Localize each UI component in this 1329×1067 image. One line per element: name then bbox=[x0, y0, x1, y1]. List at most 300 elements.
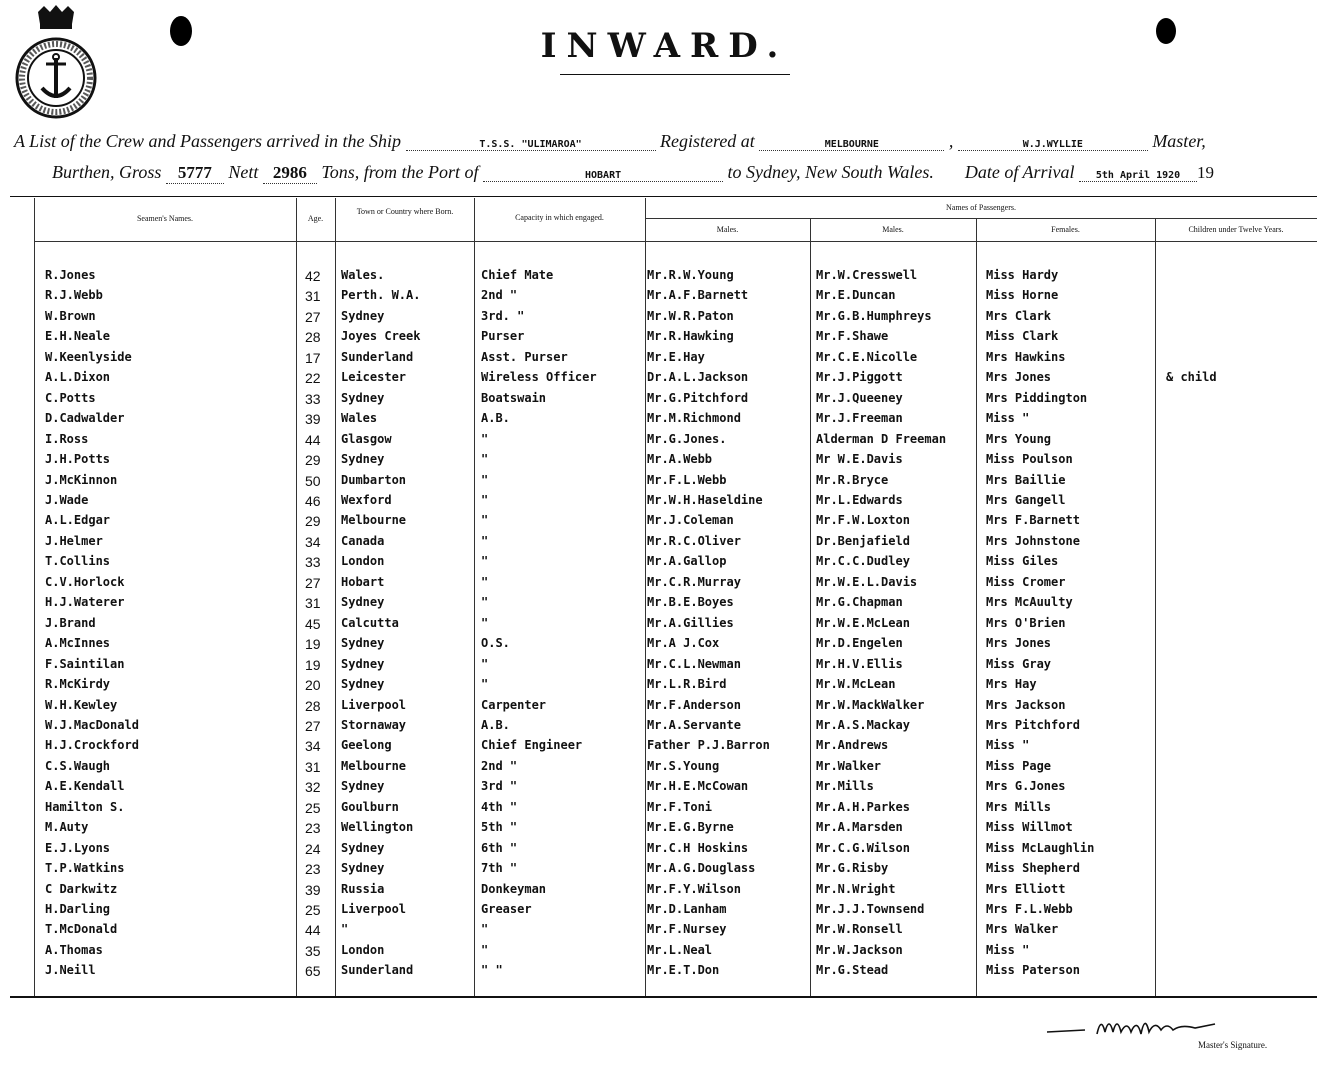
seaman-age: 33 bbox=[305, 554, 321, 571]
passenger-male: Mr.G.Pitchford bbox=[647, 390, 749, 405]
passenger-female: Mrs Johnstone bbox=[986, 533, 1080, 548]
table-row bbox=[0, 350, 1329, 370]
seaman-capacity: " bbox=[481, 574, 489, 589]
seaman-capacity: " bbox=[481, 452, 489, 466]
seaman-age: 25 bbox=[305, 799, 321, 816]
table-row bbox=[0, 820, 1329, 840]
passenger-female: Mrs Mills bbox=[986, 799, 1052, 814]
passenger-male: Mr.G.Jones. bbox=[647, 431, 727, 446]
seaman-capacity: " bbox=[481, 922, 489, 937]
passenger-male: Mr.W.Jackson bbox=[816, 942, 903, 957]
table-row bbox=[0, 922, 1329, 942]
seaman-capacity: Donkeyman bbox=[481, 881, 547, 896]
seaman-birthplace: Melbourne bbox=[341, 758, 407, 773]
passenger-male: Mr.A.F.Barnett bbox=[647, 288, 749, 303]
passenger-male: Mr.E.G.Byrne bbox=[647, 820, 734, 835]
passenger-male: Mr.G.Risby bbox=[816, 861, 889, 875]
seaman-age: 22 bbox=[305, 370, 321, 387]
tons-label: Tons, from the Port of bbox=[321, 162, 479, 182]
seaman-capacity: A.B. bbox=[481, 411, 510, 426]
seaman-name: J.McKinnon bbox=[45, 472, 118, 487]
passenger-female: Miss " bbox=[986, 738, 1030, 753]
passenger-male: Mr.B.E.Boyes bbox=[647, 595, 734, 610]
passenger-male: Alderman D Freeman bbox=[816, 431, 947, 446]
seaman-capacity: " bbox=[481, 677, 489, 691]
table-row bbox=[0, 677, 1329, 697]
table-row bbox=[0, 534, 1329, 554]
seaman-birthplace: Sydney bbox=[341, 390, 385, 405]
passenger-male: Mr.W.MackWalker bbox=[816, 697, 925, 712]
seaman-name: J.Wade bbox=[45, 492, 89, 507]
seaman-birthplace: Goulburn bbox=[341, 799, 399, 814]
gross-field: 5777 bbox=[166, 163, 224, 184]
seaman-name: W.J.MacDonald bbox=[45, 717, 139, 732]
seaman-name: E.J.Lyons bbox=[45, 840, 111, 855]
table-row bbox=[0, 636, 1329, 656]
seaman-age: 29 bbox=[305, 452, 321, 468]
seaman-birthplace: Calcutta bbox=[341, 615, 399, 630]
seaman-name: H.Darling bbox=[45, 901, 111, 916]
passenger-female: Miss Cromer bbox=[986, 574, 1066, 589]
seaman-age: 23 bbox=[305, 820, 321, 837]
passenger-female: Miss Page bbox=[986, 758, 1052, 773]
seaman-birthplace: Perth. W.A. bbox=[341, 288, 421, 303]
seaman-name: M.Auty bbox=[45, 820, 89, 835]
seaman-name: W.Keenlyside bbox=[45, 349, 132, 364]
seaman-name: A.E.Kendall bbox=[45, 779, 125, 794]
passenger-female: Miss Poulson bbox=[986, 452, 1073, 466]
seaman-birthplace: Melbourne bbox=[341, 513, 407, 528]
passenger-male: Mr.A.Gillies bbox=[647, 615, 734, 630]
passenger-male: Mr.D.Lanham bbox=[647, 901, 727, 916]
passenger-male: Mr.E.Duncan bbox=[816, 288, 896, 303]
seaman-name: C.V.Horlock bbox=[45, 574, 125, 589]
passengers-header-rule bbox=[645, 218, 1317, 219]
seaman-name: H.J.Waterer bbox=[45, 595, 125, 610]
seaman-name: F.Saintilan bbox=[45, 656, 125, 671]
table-row bbox=[0, 391, 1329, 411]
header-capacity: Capacity in which engaged. bbox=[515, 213, 604, 222]
passenger-male: Mr W.E.Davis bbox=[816, 452, 903, 466]
passenger-male: Father P.J.Barron bbox=[647, 738, 770, 753]
passenger-male: Mr.G.Stead bbox=[816, 963, 889, 978]
table-row bbox=[0, 575, 1329, 595]
table-row bbox=[0, 513, 1329, 533]
header-children: Children under Twelve Years. bbox=[1188, 225, 1284, 234]
table-row bbox=[0, 759, 1329, 779]
seaman-capacity: " bbox=[481, 472, 489, 487]
seaman-name: T.Collins bbox=[45, 554, 111, 569]
passenger-male: Mr.L.Edwards bbox=[816, 492, 903, 507]
seaman-age: 31 bbox=[305, 288, 321, 305]
seaman-capacity: Chief Engineer bbox=[481, 738, 583, 753]
seaman-age: 24 bbox=[305, 840, 321, 857]
ship-name-field: T.S.S. "ULIMAROA" bbox=[406, 139, 656, 151]
seaman-capacity: 7th " bbox=[481, 861, 518, 875]
seaman-birthplace: Leicester bbox=[341, 370, 407, 385]
passenger-male: Mr.W.Ronsell bbox=[816, 922, 903, 937]
seaman-age: 32 bbox=[305, 779, 321, 796]
seaman-age: 34 bbox=[305, 533, 321, 550]
passenger-male: Mr.J.J.Townsend bbox=[816, 901, 925, 916]
passenger-female: Miss Gray bbox=[986, 656, 1052, 671]
seaman-age: 42 bbox=[305, 268, 321, 284]
passenger-male: Mr.M.Richmond bbox=[647, 411, 741, 426]
date-label: Date of Arrival bbox=[964, 162, 1075, 182]
seaman-capacity: " bbox=[481, 554, 489, 569]
passenger-female: Mrs F.Barnett bbox=[986, 513, 1080, 528]
passenger-female: Mrs McAuulty bbox=[986, 595, 1073, 610]
seaman-birthplace: Hobart bbox=[341, 574, 385, 589]
passenger-female: Mrs O'Brien bbox=[986, 615, 1066, 630]
seaman-birthplace: Russia bbox=[341, 881, 385, 896]
header-males-1: Males. bbox=[716, 225, 739, 234]
passenger-female: Mrs Young bbox=[986, 431, 1052, 446]
header-males-2: Males. bbox=[882, 225, 904, 234]
seaman-age: 46 bbox=[305, 492, 321, 509]
passenger-male: Mr.C.C.Dudley bbox=[816, 554, 910, 569]
passenger-male: Mr.C.L.Newman bbox=[647, 656, 741, 671]
seaman-birthplace: Sydney bbox=[341, 636, 385, 651]
table-bottom-rule bbox=[10, 996, 1317, 998]
to-label: to Sydney, New South Wales. bbox=[727, 162, 934, 182]
passenger-male: Mr.J.Freeman bbox=[816, 411, 903, 426]
seaman-capacity: 2nd " bbox=[481, 758, 518, 773]
seaman-age: 39 bbox=[305, 411, 321, 428]
seaman-birthplace: Sydney bbox=[341, 656, 385, 671]
passenger-male: Mr.F.Y.Wilson bbox=[647, 881, 741, 896]
seaman-age: 20 bbox=[305, 677, 321, 693]
seaman-age: 31 bbox=[305, 595, 321, 612]
passenger-male: Mr.H.V.Ellis bbox=[816, 656, 903, 671]
seaman-name: J.Neill bbox=[45, 963, 96, 978]
seaman-name: C.Potts bbox=[45, 390, 96, 405]
seaman-birthplace: Wales. bbox=[341, 268, 385, 282]
passenger-male: Mr.J.Piggott bbox=[816, 370, 903, 385]
passenger-male: Mr.F.W.Loxton bbox=[816, 513, 910, 528]
seaman-birthplace: Liverpool bbox=[341, 901, 407, 916]
table-row bbox=[0, 861, 1329, 881]
registered-label: Registered at bbox=[660, 131, 755, 151]
passenger-male: Mr.W.R.Paton bbox=[647, 308, 734, 323]
seaman-name: E.H.Neale bbox=[45, 329, 111, 344]
seaman-capacity: " bbox=[481, 431, 489, 446]
table-row bbox=[0, 779, 1329, 799]
seaman-name: H.J.Crockford bbox=[45, 738, 139, 753]
seaman-age: 23 bbox=[305, 861, 321, 877]
seaman-birthplace: Dumbarton bbox=[341, 472, 407, 487]
table-row bbox=[0, 657, 1329, 677]
seaman-birthplace: Glasgow bbox=[341, 431, 392, 446]
passenger-male: Mr.C.R.Murray bbox=[647, 574, 741, 589]
seaman-age: 35 bbox=[305, 942, 321, 959]
passenger-female: Miss Shepherd bbox=[986, 861, 1080, 875]
header-born: Town or Country where Born. bbox=[356, 207, 454, 216]
seaman-capacity: 3rd " bbox=[481, 779, 518, 794]
seaman-birthplace: London bbox=[341, 942, 385, 957]
seaman-birthplace: Wales bbox=[341, 411, 378, 426]
seaman-age: 27 bbox=[305, 717, 321, 734]
seaman-birthplace: Joyes Creek bbox=[341, 329, 421, 344]
seaman-age: 65 bbox=[305, 963, 321, 980]
passenger-male: Mr.F.Shawe bbox=[816, 329, 889, 344]
passenger-male: Mr.F.Nursey bbox=[647, 922, 727, 937]
passenger-female: Mrs F.L.Webb bbox=[986, 901, 1073, 916]
seaman-capacity: 3rd. " bbox=[481, 308, 525, 323]
header-seamen: Seamen's Names. bbox=[136, 214, 194, 223]
seaman-capacity: Carpenter bbox=[481, 697, 547, 712]
seaman-birthplace: Canada bbox=[341, 533, 385, 548]
passenger-female: Mrs Baillie bbox=[986, 472, 1066, 487]
table-row bbox=[0, 452, 1329, 472]
passenger-male: Mr.G.B.Humphreys bbox=[816, 308, 932, 323]
seaman-birthplace: Sydney bbox=[341, 452, 385, 466]
passenger-female: Miss McLaughlin bbox=[986, 840, 1095, 855]
seaman-capacity: " bbox=[481, 615, 489, 630]
seaman-name: C.S.Waugh bbox=[45, 758, 111, 773]
seaman-age: 19 bbox=[305, 636, 321, 653]
page-title: INWARD. bbox=[540, 26, 789, 66]
seaman-name: R.McKirdy bbox=[45, 677, 111, 691]
table-row bbox=[0, 595, 1329, 615]
passenger-male: Mr.Walker bbox=[816, 758, 882, 773]
passenger-female: Mrs Walker bbox=[986, 922, 1059, 937]
passenger-male: Mr.A J.Cox bbox=[647, 636, 720, 651]
passenger-male: Mr.L.Neal bbox=[647, 942, 713, 957]
passenger-male: Mr.F.L.Webb bbox=[647, 472, 727, 487]
seaman-age: 45 bbox=[305, 615, 321, 632]
seaman-capacity: " " bbox=[481, 963, 503, 978]
passenger-male: Mr.E.T.Don bbox=[647, 963, 720, 978]
seaman-birthplace: Wexford bbox=[341, 492, 392, 507]
seaman-capacity: Purser bbox=[481, 329, 525, 344]
year-suffix: 19 bbox=[1197, 163, 1215, 182]
passenger-male: Mr.A.H.Parkes bbox=[816, 799, 910, 814]
seaman-age: 25 bbox=[305, 901, 321, 918]
table-row bbox=[0, 329, 1329, 349]
passenger-female: Miss Giles bbox=[986, 554, 1059, 569]
passenger-female: Miss Horne bbox=[986, 288, 1059, 303]
passenger-male: Mr.L.R.Bird bbox=[647, 677, 727, 691]
registered-field: MELBOURNE bbox=[759, 139, 944, 151]
seaman-name: A.McInnes bbox=[45, 636, 111, 651]
table-row bbox=[0, 943, 1329, 963]
passenger-male: Mr.E.Hay bbox=[647, 349, 705, 364]
table-row bbox=[0, 616, 1329, 636]
seaman-birthplace: Wellington bbox=[341, 820, 414, 835]
passenger-female: Mrs Clark bbox=[986, 308, 1052, 323]
table-row bbox=[0, 370, 1329, 390]
seaman-capacity: " bbox=[481, 492, 489, 507]
seaman-age: 27 bbox=[305, 574, 321, 591]
seaman-capacity: Asst. Purser bbox=[481, 349, 568, 364]
header-passengers: Names of Passengers. bbox=[946, 203, 1016, 212]
passenger-male: Mr.W.McLean bbox=[816, 677, 896, 691]
passenger-male: Mr.W.Cresswell bbox=[816, 268, 918, 282]
seaman-capacity: 4th " bbox=[481, 799, 518, 814]
passenger-female: Miss Willmot bbox=[986, 820, 1073, 835]
passenger-female: Miss " bbox=[986, 411, 1030, 426]
seaman-birthplace: Geelong bbox=[341, 738, 392, 753]
table-row bbox=[0, 718, 1329, 738]
seaman-age: 50 bbox=[305, 472, 321, 489]
passenger-male: Mr.A.Webb bbox=[647, 452, 713, 466]
port-field: HOBART bbox=[483, 170, 723, 182]
passenger-female: Miss Hardy bbox=[986, 268, 1059, 282]
seaman-birthplace: Sunderland bbox=[341, 349, 414, 364]
passenger-male: Mr.C.E.Nicolle bbox=[816, 349, 918, 364]
passenger-male: Mr.R.Bryce bbox=[816, 472, 889, 487]
table-row bbox=[0, 309, 1329, 329]
table-row bbox=[0, 432, 1329, 452]
passenger-male: Mr.R.W.Young bbox=[647, 268, 734, 282]
seaman-capacity: 2nd " bbox=[481, 288, 518, 303]
passenger-male: Mr.N.Wright bbox=[816, 881, 896, 896]
seaman-birthplace: Sunderland bbox=[341, 963, 414, 978]
master-label: Master, bbox=[1152, 131, 1206, 151]
table-row bbox=[0, 882, 1329, 902]
seaman-age: 44 bbox=[305, 922, 321, 939]
passenger-child: & child bbox=[1166, 370, 1217, 385]
passenger-male: Mr.R.C.Oliver bbox=[647, 533, 741, 548]
passenger-female: Mrs Jones bbox=[986, 370, 1052, 385]
seaman-birthplace: Sydney bbox=[341, 595, 385, 610]
passenger-male: Mr.C.G.Wilson bbox=[816, 840, 910, 855]
seaman-age: 28 bbox=[305, 329, 321, 346]
title-underline bbox=[560, 74, 790, 75]
passenger-female: Miss Clark bbox=[986, 329, 1059, 344]
seaman-name: A.Thomas bbox=[45, 942, 103, 957]
seaman-capacity: O.S. bbox=[481, 636, 510, 651]
seaman-age: 39 bbox=[305, 881, 321, 898]
passenger-male: Mr.D.Engelen bbox=[816, 636, 903, 651]
seaman-capacity: 6th " bbox=[481, 840, 518, 855]
nett-field: 2986 bbox=[263, 163, 317, 184]
passenger-female: Miss Paterson bbox=[986, 963, 1080, 978]
seaman-birthplace: Sydney bbox=[341, 861, 385, 875]
table-row bbox=[0, 841, 1329, 861]
line1-prefix: A List of the Crew and Passengers arrived in the Ship bbox=[14, 131, 401, 151]
passenger-female: Mrs G.Jones bbox=[986, 779, 1066, 794]
passenger-male: Mr.W.E.L.Davis bbox=[816, 574, 918, 589]
seaman-name: A.L.Edgar bbox=[45, 513, 111, 528]
passenger-female: Mrs Elliott bbox=[986, 881, 1066, 896]
seaman-capacity: " bbox=[481, 942, 489, 957]
arrival-date-field: 5th April 1920 bbox=[1079, 170, 1197, 182]
seaman-age: 31 bbox=[305, 758, 321, 775]
passenger-male: Mr.Andrews bbox=[816, 738, 889, 753]
passenger-male: Mr.A.S.Mackay bbox=[816, 717, 910, 732]
passenger-female: Miss " bbox=[986, 942, 1030, 957]
seaman-name: Hamilton S. bbox=[45, 799, 125, 814]
seaman-name: J.Helmer bbox=[45, 533, 103, 548]
seaman-name: W.H.Kewley bbox=[45, 697, 118, 712]
seaman-age: 34 bbox=[305, 738, 321, 755]
passenger-male: Mr.W.H.Haseldine bbox=[647, 492, 763, 507]
master-signature-icon bbox=[1045, 1010, 1225, 1040]
passenger-female: Mrs Gangell bbox=[986, 492, 1066, 507]
seaman-age: 29 bbox=[305, 513, 321, 530]
header-females: Females. bbox=[1051, 225, 1080, 234]
seaman-capacity: " bbox=[481, 656, 489, 671]
seaman-age: 33 bbox=[305, 390, 321, 407]
seaman-birthplace: Sydney bbox=[341, 840, 385, 855]
passenger-male: Mr.J.Queeney bbox=[816, 390, 903, 405]
seaman-capacity: 5th " bbox=[481, 820, 518, 835]
table-row bbox=[0, 268, 1329, 288]
passenger-female: Mrs Hawkins bbox=[986, 349, 1066, 364]
passenger-male: Dr.Benjafield bbox=[816, 533, 910, 548]
passenger-female: Mrs Jackson bbox=[986, 697, 1066, 712]
seaman-birthplace: " bbox=[341, 922, 349, 937]
passenger-male: Mr.H.E.McCowan bbox=[647, 779, 749, 794]
seaman-capacity: Chief Mate bbox=[481, 268, 554, 282]
table-row bbox=[0, 411, 1329, 431]
passenger-male: Mr.A.G.Douglass bbox=[647, 861, 756, 875]
passenger-male: Mr.Mills bbox=[816, 779, 874, 794]
seaman-birthplace: Liverpool bbox=[341, 697, 407, 712]
seaman-birthplace: Sydney bbox=[341, 677, 385, 691]
passenger-male: Mr.F.Anderson bbox=[647, 697, 741, 712]
seaman-birthplace: Stornaway bbox=[341, 717, 407, 732]
seaman-age: 44 bbox=[305, 431, 321, 448]
passenger-female: Mrs Hay bbox=[986, 677, 1037, 691]
table-row bbox=[0, 473, 1329, 493]
passenger-male: Mr.S.Young bbox=[647, 758, 720, 773]
passenger-female: Mrs Pitchford bbox=[986, 717, 1080, 732]
passenger-male: Mr.G.Chapman bbox=[816, 595, 903, 610]
table-row bbox=[0, 902, 1329, 922]
passenger-female: Mrs Piddington bbox=[986, 390, 1088, 405]
table-row bbox=[0, 738, 1329, 758]
header-bottom-rule bbox=[34, 241, 1317, 242]
table-row bbox=[0, 963, 1329, 983]
passenger-male: Dr.A.L.Jackson bbox=[647, 370, 749, 385]
seaman-capacity: " bbox=[481, 533, 489, 548]
seaman-age: 17 bbox=[305, 349, 321, 366]
seaman-capacity: Greaser bbox=[481, 901, 532, 916]
header-age: Age. bbox=[307, 214, 324, 223]
passenger-male: Mr.J.Coleman bbox=[647, 513, 734, 528]
signature-label: Master's Signature. bbox=[1198, 1040, 1268, 1050]
seaman-name: D.Cadwalder bbox=[45, 411, 125, 426]
passenger-male: Mr.W.E.McLean bbox=[816, 615, 910, 630]
table-top-rule bbox=[10, 196, 1317, 197]
seaman-age: 28 bbox=[305, 697, 321, 714]
seaman-name: J.H.Potts bbox=[45, 452, 111, 466]
seaman-capacity: Wireless Officer bbox=[481, 370, 597, 385]
seaman-name: I.Ross bbox=[45, 431, 89, 446]
table-row bbox=[0, 288, 1329, 308]
nett-label: Nett bbox=[228, 162, 259, 182]
passenger-male: Mr.A.Gallop bbox=[647, 554, 727, 569]
seaman-birthplace: Sydney bbox=[341, 308, 385, 323]
seaman-capacity: A.B. bbox=[481, 717, 510, 732]
seaman-name: T.P.Watkins bbox=[45, 861, 125, 875]
passenger-male: Mr.C.H Hoskins bbox=[647, 840, 749, 855]
seaman-name: T.McDonald bbox=[45, 922, 118, 937]
seaman-birthplace: Sydney bbox=[341, 779, 385, 794]
seaman-birthplace: London bbox=[341, 554, 385, 569]
seaman-capacity: Boatswain bbox=[481, 390, 547, 405]
table-row bbox=[0, 698, 1329, 718]
seaman-name: W.Brown bbox=[45, 308, 96, 323]
passenger-male: Mr.R.Hawking bbox=[647, 329, 734, 344]
passenger-female: Mrs Jones bbox=[986, 636, 1052, 651]
burthen-label: Burthen, Gross bbox=[52, 162, 162, 182]
seaman-name: A.L.Dixon bbox=[45, 370, 111, 385]
seaman-name: R.J.Webb bbox=[45, 288, 103, 303]
